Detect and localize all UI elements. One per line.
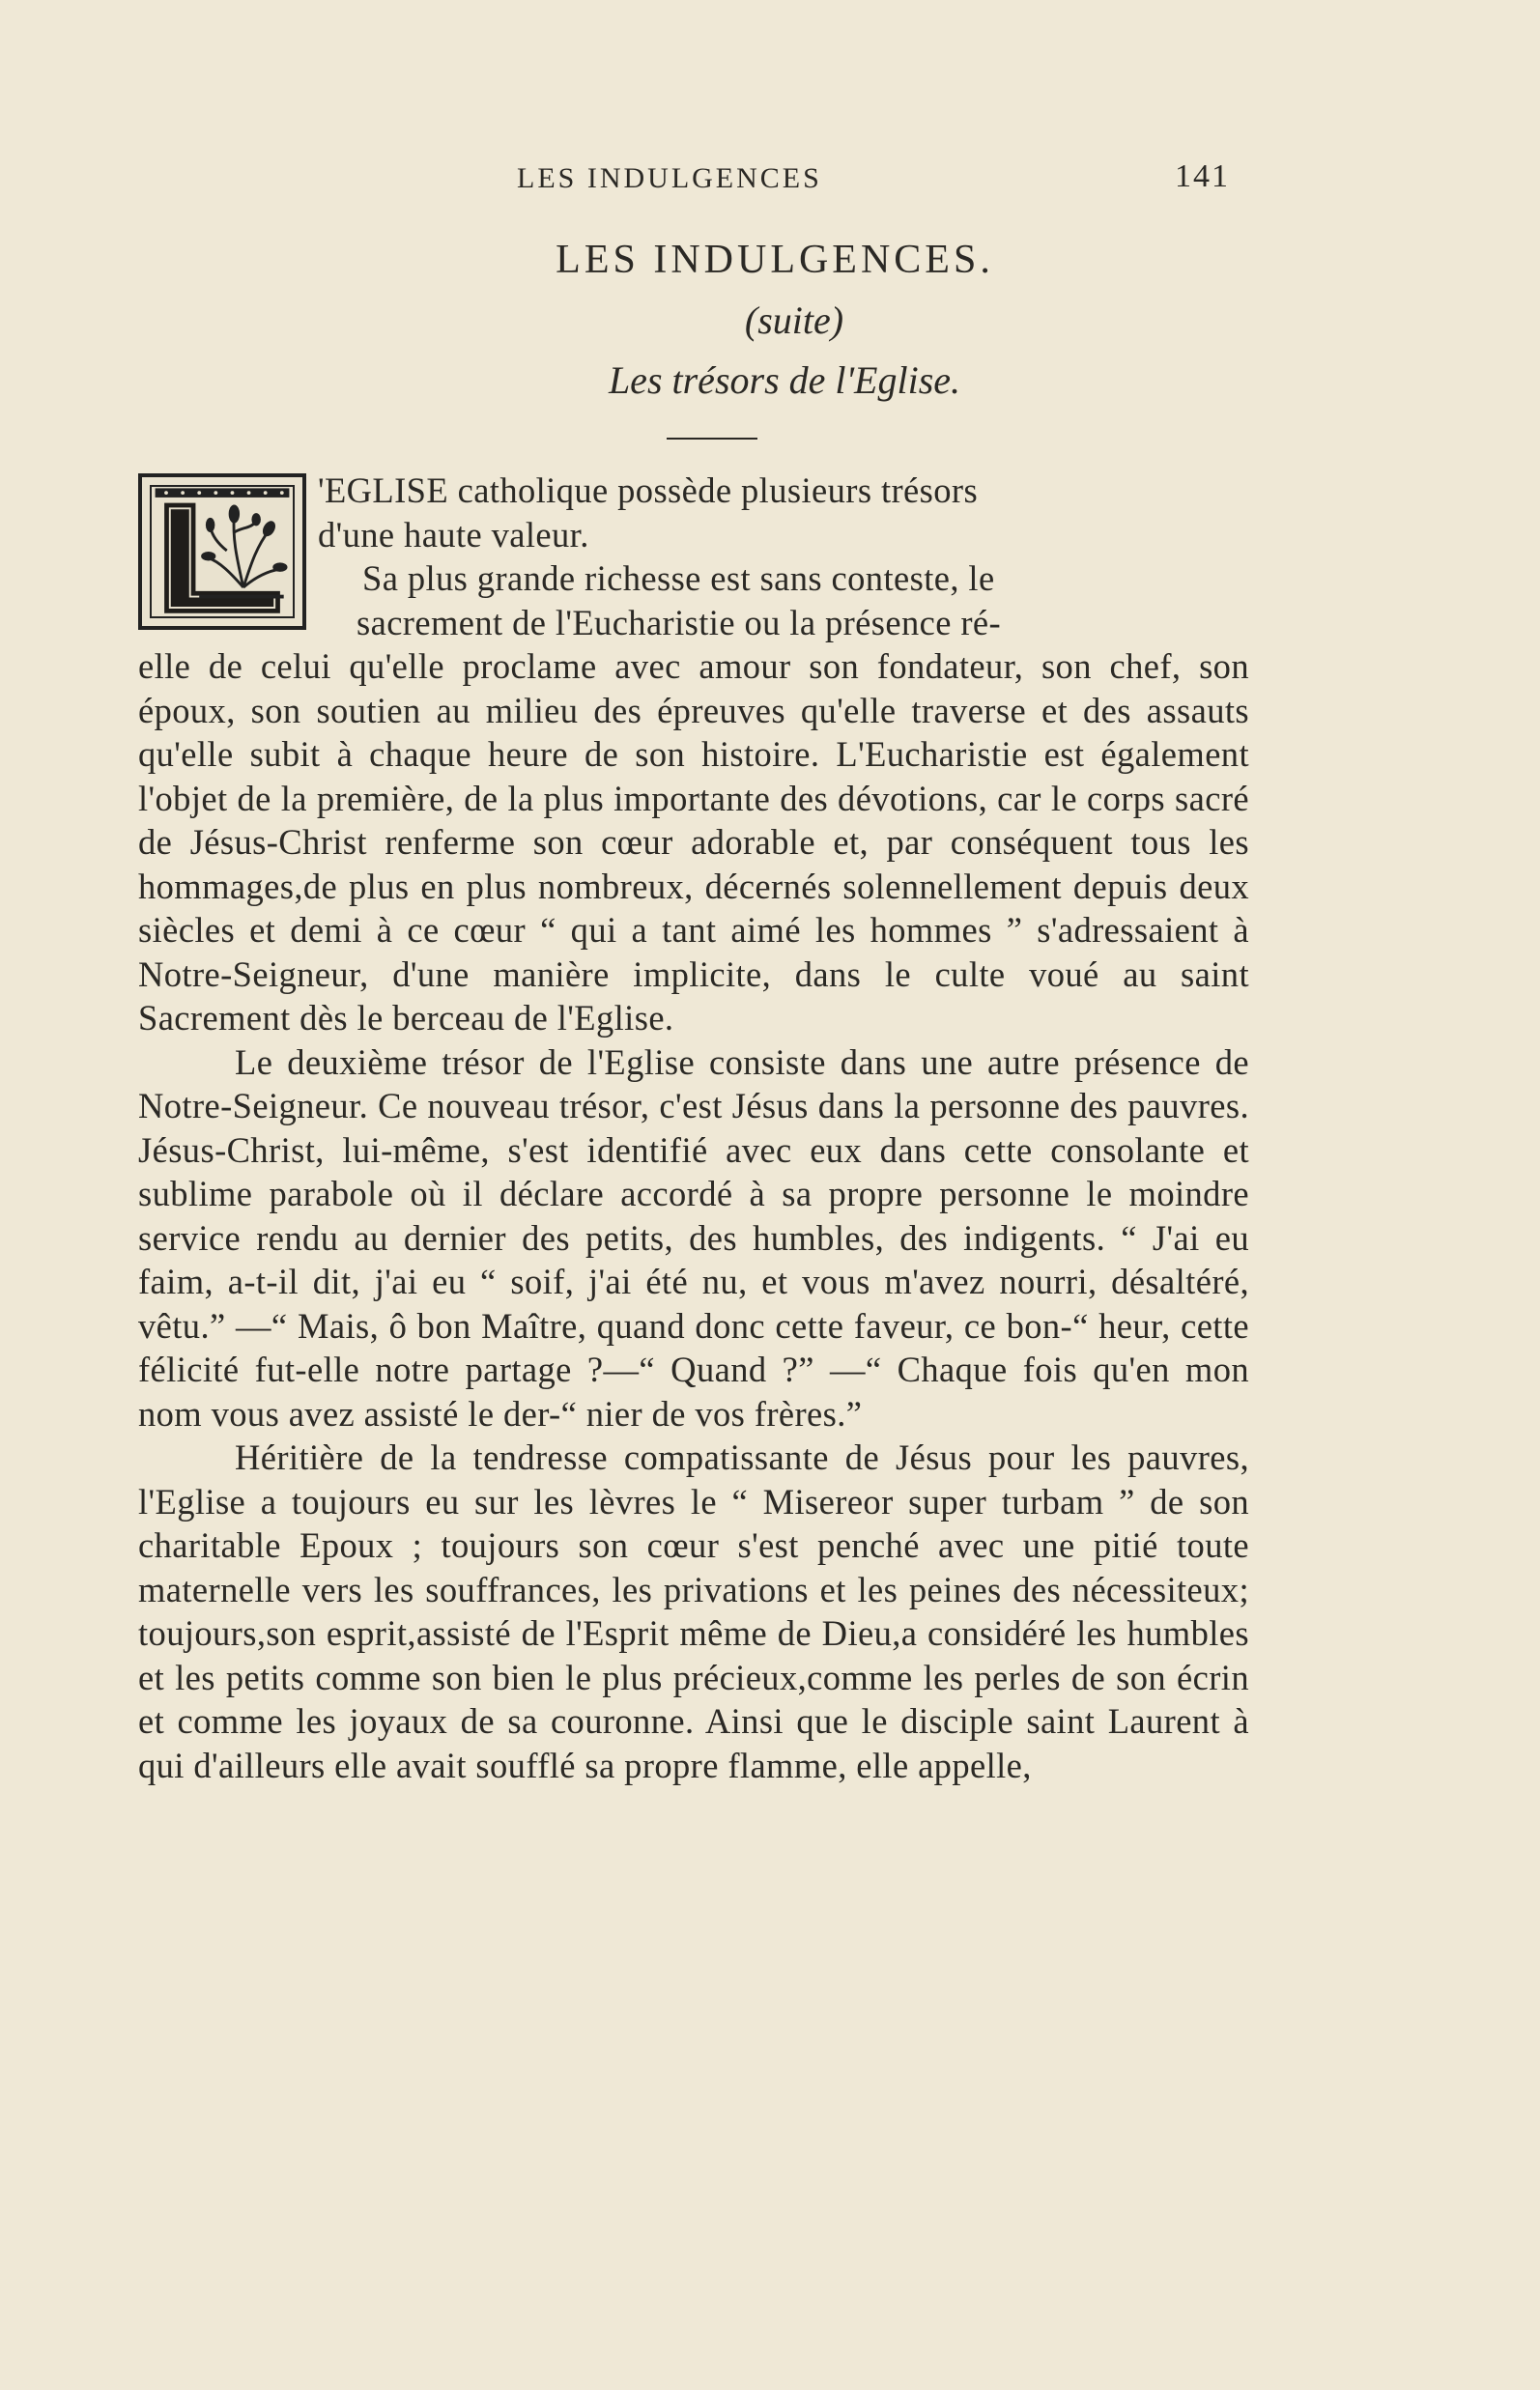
- article-title: LES INDULGENCES.: [556, 238, 994, 282]
- text-line: 'EGLISE catholique possède plusieurs trésors: [318, 470, 979, 510]
- running-header: LES INDULGENCES: [517, 162, 822, 194]
- paragraph: elle de celui qu'elle proclame avec amour son fondateur, son chef, son époux, son soutien au milieu des épreuves qu'elle traverse et des assauts qu'elle subit à chaque heure de son histoire. L'Eucharistie est également l'objet de la première, de la plus importante des dévotions, car le corps sacré de Jésus-Christ renferme son cœur adorable et, par conséquent tous les hommages,de plus en plus nombreux, décernés solennellement depuis deux siècles et demi à ce cœur “ qui a tant aimé les hommes ” s'adressaient à Notre-Seigneur, d'une manière implicite, dans le culte voué au saint Sacrement dès le berceau de l'Eglise.: [138, 646, 1249, 1038]
- paragraph: Le deuxième trésor de l'Eglise consiste dans une autre présence de Notre-Seigneur. Ce nouveau trésor, c'est Jésus dans la personne des pauvres. Jésus-Christ, lui-même, s'est identifié avec eux dans cette consolante et sublime parabole où il déclare accordé à sa propre personne le moindre service rendu au dernier des petits, des humbles, des indigents. “ J'ai eu faim, a-t-il dit, j'ai eu “ soif, j'ai été nu, et vous m'avez nourri, désaltéré, vêtu.” —“ Mais, ô bon Maître, quand donc cette faveur, ce bon-“ heur, cette félicité fut-elle notre partage ?—“ Quand ?” —“ Chaque fois qu'en mon nom vous avez assisté le der-“ nier de vos frères.”: [138, 1041, 1249, 1434]
- text-line: d'une haute valeur.: [318, 514, 589, 555]
- paragraph: Héritière de la tendresse compatissante de Jésus pour les pauvres, l'Eglise a toujours eu sur les lèvres le “ Misereor super turbam ” de son charitable Epoux ; toujours son cœur s'est penché avec une pitié toute maternelle vers les souffrances, les privations et les peines des nécessiteux; toujours,son esprit,assisté de l'Esprit même de Dieu,a considéré les humbles et les petits comme son bien le plus précieux,comme les perles de son écrin et comme les joyaux de sa couronne. Ainsi que le disciple saint Laurent à qui d'ailleurs elle avait soufflé sa propre flamme, elle appelle,: [138, 1437, 1249, 1785]
- text-line: sacrement de l'Eucharistie ou la présence ré-: [356, 602, 1002, 642]
- title-rule: [667, 438, 757, 440]
- page-number: 141: [1175, 158, 1230, 194]
- article-subtitle: (suite): [744, 299, 844, 342]
- body-text: [138, 469, 1249, 1787]
- section-title: Les trésors de l'Eglise.: [608, 358, 961, 402]
- text-line: Sa plus grande richesse est sans conteste, le: [362, 558, 995, 598]
